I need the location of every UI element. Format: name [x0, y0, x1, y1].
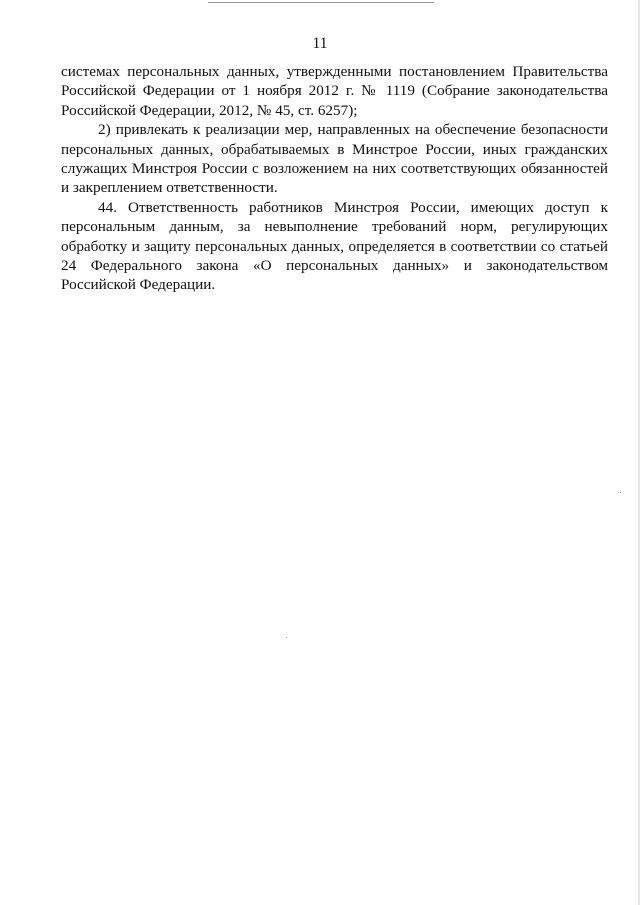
page-number: 11 — [312, 35, 328, 52]
document-body — [61, 62, 608, 295]
scan-speck — [620, 492, 621, 493]
paragraph-clause-44: 44. Ответственность работников Минстроя России, имеющих доступ к персональным данным, за невыполнение требований норм, регулирующих обработку и защиту персональных данных, определяется в соответствии со статьей 24 Федерального закона «О персональных данных» и законодательством Российской Федерации. — [61, 198, 608, 294]
paragraph-item-2: 2) привлекать к реализации мер, направленных на обеспечение безопасности персональных данных, обрабатываемых в Минстрое России, иных гражданских служащих Минстроя России с возложением на них соответствующих обязанностей и закреплением ответственности. — [61, 121, 608, 197]
paragraph-continuation: системах персональных данных, утвержденными постановлением Правительства Российской Федерации от 1 ноября 2012 г. № 1119 (Собрание законодательства Российской Федерации, 2012, № 45, ст. 6257); — [61, 63, 608, 119]
scan-speck — [286, 637, 287, 638]
scan-edge-line — [208, 2, 434, 3]
